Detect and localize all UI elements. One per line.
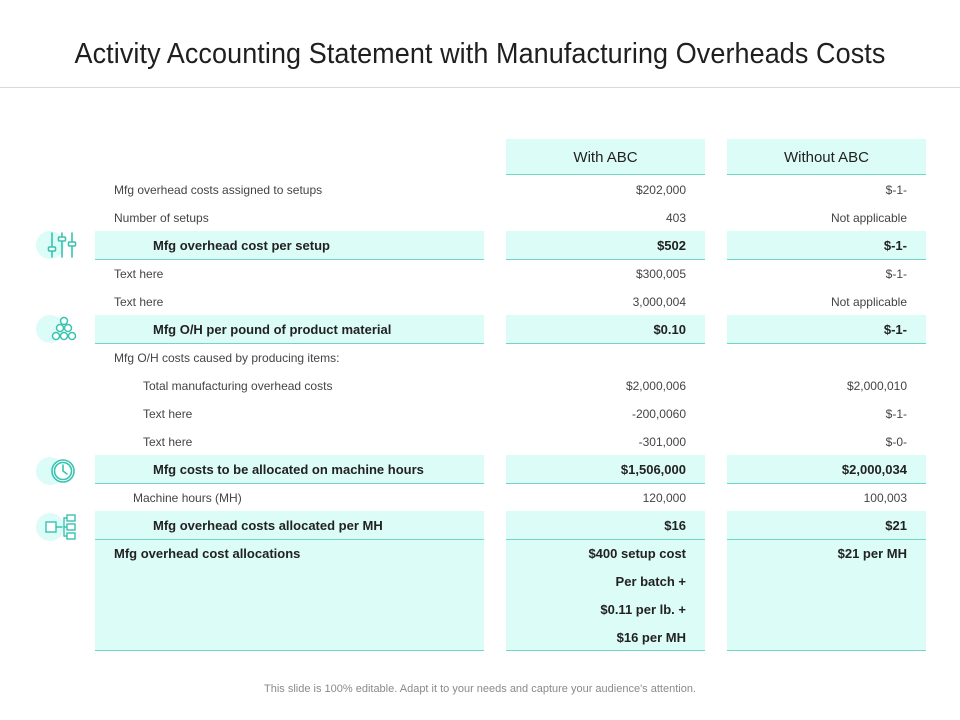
row-label: Mfg overhead costs assigned to setups [114,183,323,197]
with-abc-value: 120,000 [642,491,686,505]
without-abc-value: Not applicable [830,211,907,225]
clock-icon [34,454,82,488]
with-abc-allocation-line: $400 setup cost [588,546,686,561]
with-abc-allocation-line: $0.11 per lb. + [600,602,686,617]
row-line [95,483,484,484]
stacked-coins-icon [34,312,82,346]
without-abc-value: $2,000,034 [841,462,907,477]
row-label: Text here [114,295,164,309]
row-line [95,343,484,344]
without-abc-allocation: $21 per MH [837,546,907,561]
row-line [506,259,705,260]
without-abc-value: 100,003 [863,491,907,505]
with-abc-value: 403 [665,211,686,225]
with-abc-value: -301,000 [638,435,686,449]
row-line [506,539,705,540]
row-line [95,539,484,540]
row-line [727,259,926,260]
row-label: Number of setups [114,211,209,225]
flowchart-icon [34,510,82,544]
with-abc-value: $502 [657,238,686,253]
without-abc-header: Without ABC [783,149,870,166]
with-abc-value: $2,000,006 [625,379,686,393]
without-abc-value: $-1- [885,267,907,281]
row-label: Mfg costs to be allocated on machine hours [153,462,424,477]
without-abc-value: $-1- [885,407,907,421]
title-divider [0,87,960,88]
with-abc-value: -200,0060 [631,407,686,421]
without-abc-value: $-0- [885,435,907,449]
row-label: Mfg O/H costs caused by producing items: [114,351,340,365]
row-line [506,483,705,484]
with-abc-value: $1,506,000 [620,462,686,477]
footer-note: This slide is 100% editable. Adapt it to your needs and capture your audience's attention. [264,683,696,695]
row-label: Text here [114,267,164,281]
with-abc-allocation-line: Per batch + [615,574,686,589]
row-label: Machine hours (MH) [133,491,242,505]
with-abc-value: $300,005 [635,267,686,281]
without-abc-value: Not applicable [830,295,907,309]
with-abc-header-line [506,174,705,175]
without-abc-value: $2,000,010 [846,379,907,393]
with-abc-value: 3,000,004 [632,295,686,309]
row-label: Text here [143,435,193,449]
row-line [727,539,926,540]
without-abc-header-line [727,174,926,175]
row-label: Mfg overhead cost allocations [114,546,301,561]
row-label: Mfg overhead cost per setup [153,238,330,253]
without-abc-value: $-1- [885,183,907,197]
table-bottom-line [95,650,484,651]
without-abc-value: $-1- [883,322,907,337]
with-abc-header: With ABC [573,149,638,166]
sliders-icon [34,228,82,262]
row-label: Mfg O/H per pound of product material [153,322,392,337]
row-label: Mfg overhead costs allocated per MH [153,518,383,533]
row-line [95,259,484,260]
row-line [506,343,705,344]
with-abc-value: $0.10 [653,322,686,337]
row-line [727,483,926,484]
with-abc-allocation-line: $16 per MH [616,630,686,645]
with-abc-value: $202,000 [635,183,686,197]
row-line [727,343,926,344]
without-abc-value: $-1- [883,238,907,253]
page-title: Activity Accounting Statement with Manufacturing Overheads Costs [74,38,886,70]
row-label: Total manufacturing overhead costs [143,379,333,393]
row-label: Text here [143,407,193,421]
without-abc-value: $21 [885,518,907,533]
table-bottom-line [506,650,705,651]
with-abc-value: $16 [664,518,686,533]
table-bottom-line [727,650,926,651]
